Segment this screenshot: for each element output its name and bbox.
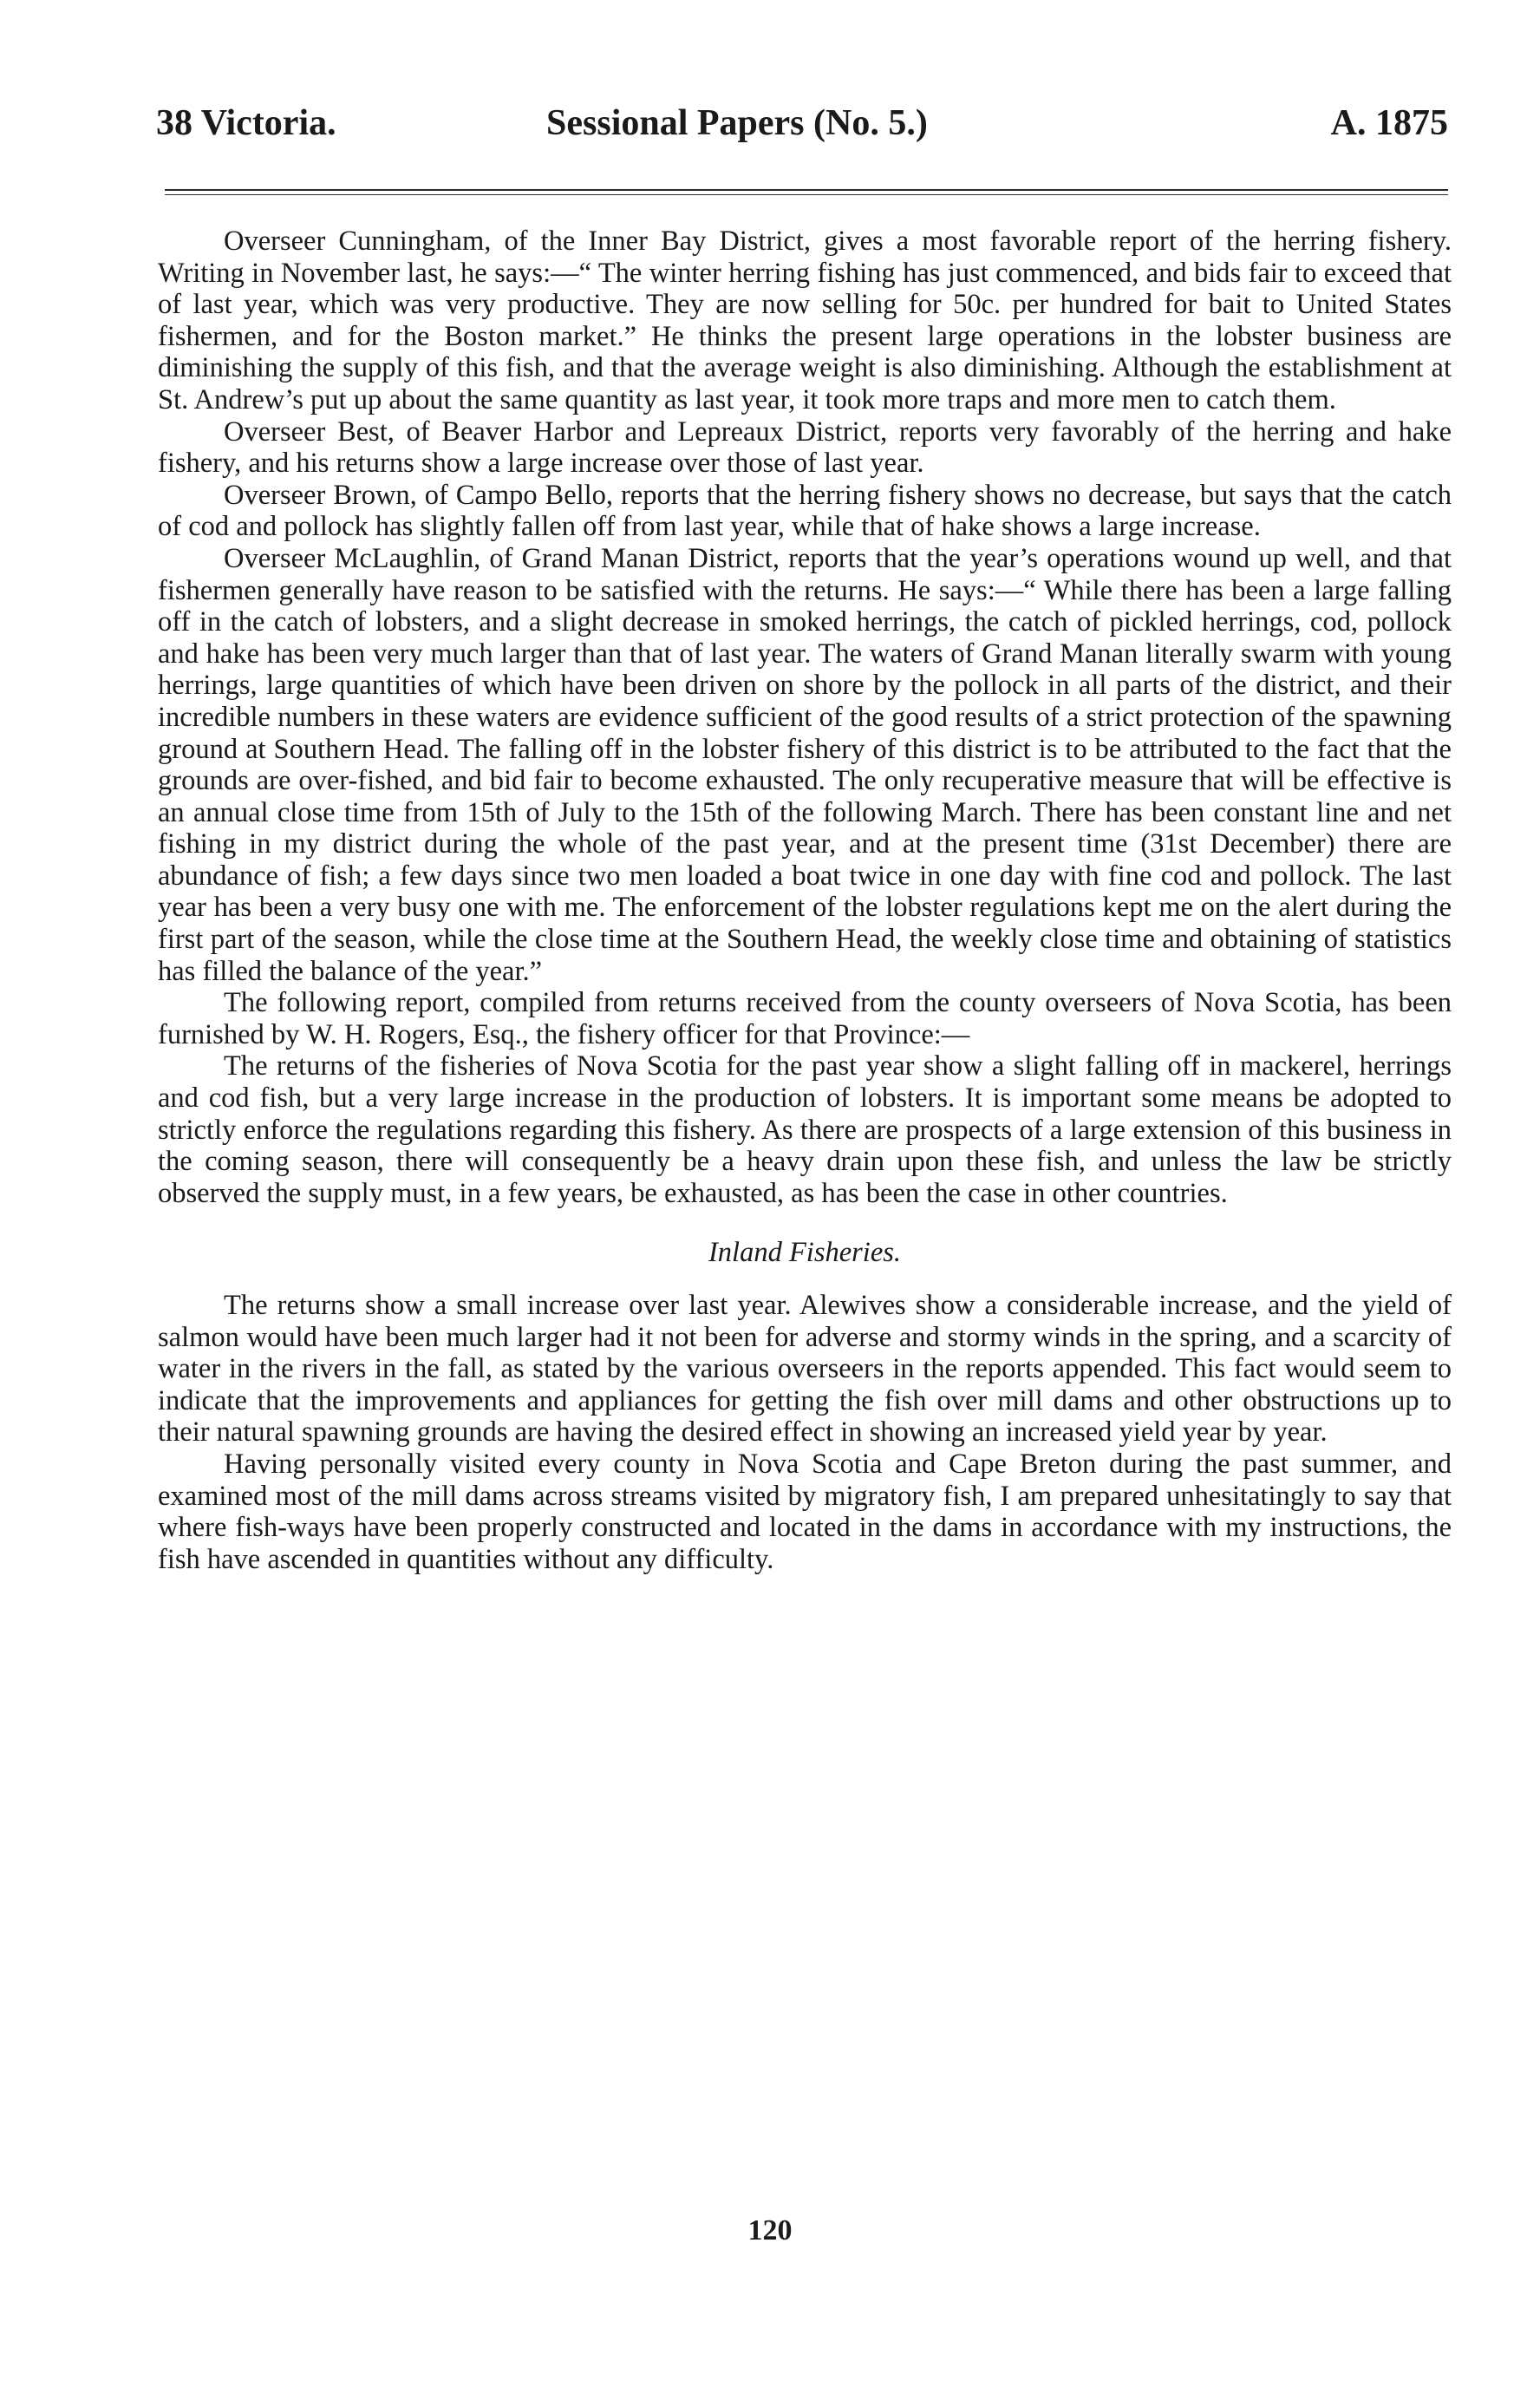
paragraph-personal-visit: Having personally visited every county in Nova Scotia and Cape Breton during the past summer, and examined most of the mill dams across streams visited by migratory fish, I am prepared unhesitatingly to say that where fish-ways have been properly constructed and located in the dams in accordance with my instructions, the fish have ascended in quantities without any difficulty. (158, 1448, 1452, 1575)
header-year: A. 1875 (1330, 103, 1448, 143)
paragraph-best: Overseer Best, of Beaver Harbor and Lepreaux District, reports very favorably of the herring and hake fishery, and his returns show a large increase over those of last year. (158, 415, 1452, 480)
paragraph-mclaughlin: Overseer McLaughlin, of Grand Manan District, reports that the year’s operations wound up well, and that fishermen generally have reason to be satisfied with the returns. He says:—“ While there has been a large falling off in the catch of lobsters, and a slight decrease in smoked herrings, the catch of pickled herrings, cod, pollock and hake has been very much larger than that of last year. The waters of Grand Manan literally swarm with young herrings, large quantities of which have been driven on shore by the pollock in all parts of the district, and their incredible numbers in these waters are evidence sufficient of the good results of a strict protection of the spawning ground at Southern Head. The falling off in the lobster fishery of this district is to be attributed to the fact that the grounds are over-fished, and bid fair to become exhausted. The only recuperative measure that will be effective is an annual close time from 15th of July to the 15th of the following March. There has been constant line and net fishing in my district during the whole of the past year, and at the present time (31st December) there are abundance of fish; a few days since two men loaded a boat twice in one day with fine cod and pollock. The last year has been a very busy one with me. The enforcement of the lobster regulations kept me on the alert during the first part of the season, while the close time at the Southern Head, the weekly close time and obtaining of statistics has filled the balance of the year.” (158, 542, 1452, 987)
header-rule (165, 189, 1448, 198)
paragraph-cunningham: Overseer Cunningham, of the Inner Bay District, gives a most favorable report of the herring fishery. Writing in November last, he says:—“ The winter herring fishing has just commenced, and bids fair to exceed that of last year, which was very productive. They are now selling for 50c. per hundred for bait to United States fishermen, and for the Boston market.” He thinks the present large operations in the lobster business are diminishing the supply of this fish, and that the average weight is also diminishing. Although the establishment at St. Andrew’s put up about the same quantity as last year, it took more traps and more men to catch them. (158, 226, 1452, 415)
header-volume: 38 Victoria. (156, 103, 336, 143)
running-header (156, 102, 1448, 163)
paragraph-following-report: The following report, compiled from returns received from the county overseers of Nova Scotia, has been furnished by W. H. Rogers, Esq., the fishery officer for that Province:— (158, 987, 1452, 1050)
section-title-inland-fisheries: Inland Fisheries. (708, 1237, 902, 1269)
paragraph-nova-scotia-returns: The returns of the fisheries of Nova Scotia for the past year show a slight falling off in mackerel, herrings and cod fish, but a very large increase in the production of lobsters. It is important some means be adopted to strictly enforce the regulations regarding this fishery. As there are prospects of a large extension of this business in the coming season, there will consequently be a heavy drain upon these fish, and unless the law be strictly observed the supply must, in a few years, be exhausted, as has been the case in other countries. (158, 1050, 1452, 1209)
page-number: 120 (747, 2214, 793, 2246)
header-rule-thick (165, 189, 1448, 191)
paragraph-brown: Overseer Brown, of Campo Bello, reports that the herring fishery shows no decrease, but says that the catch of cod and pollock has slightly fallen off from last year, while that of hake shows a large increase. (158, 479, 1452, 543)
body-text (158, 226, 1452, 1575)
paragraph-inland-returns: The returns show a small increase over last year. Alewives show a considerable increase, and the yield of salmon would have been much larger had it not been for adverse and stormy winds in the spring, and a scarcity of water in the rivers in the fall, as stated by the various overseers in the reports appended. This fact would seem to indicate that the improvements and appliances for getting the fish over mill dams and other obstructions up to their natural spawning grounds are having the desired effect in showing an increased yield year by year. (158, 1290, 1452, 1449)
header-rule-thin (165, 194, 1448, 195)
header-title: Sessional Papers (No. 5.) (546, 103, 928, 143)
